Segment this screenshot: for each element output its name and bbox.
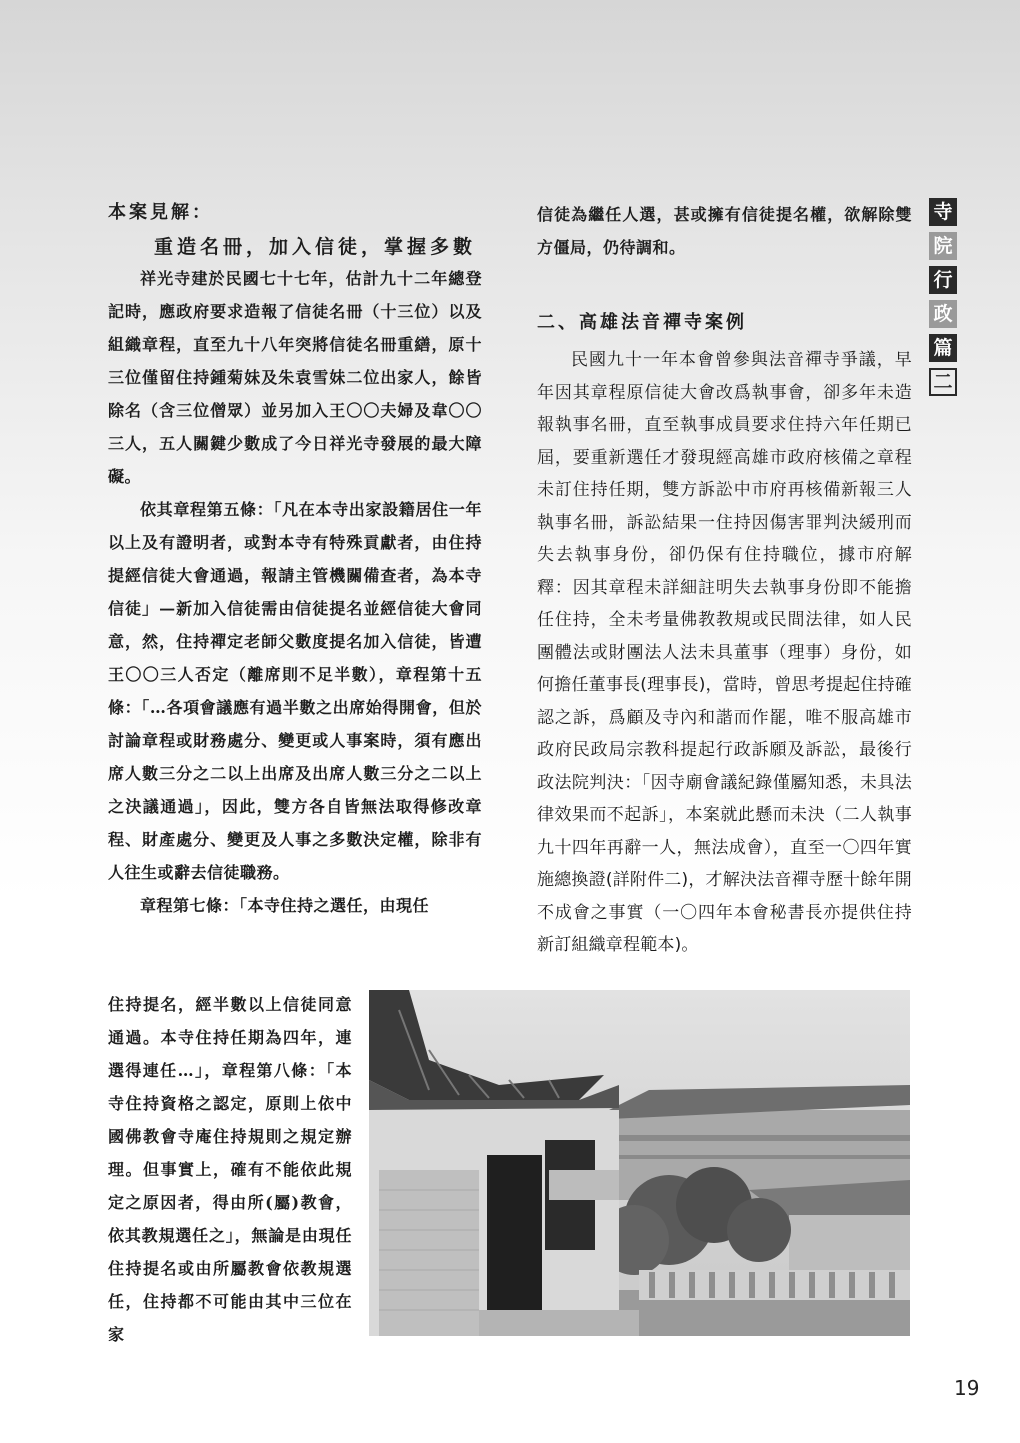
section-subheading: 重造名冊，加入信徒，掌握多數 (154, 236, 477, 258)
tab-char-6: 二 (929, 368, 957, 396)
temple-photo (369, 990, 910, 1336)
paragraph-article-seven: 章程第七條：「本寺住持之選任，由現任 (140, 896, 430, 915)
paragraph-history: 祥光寺建於民國七十七年，估計九十二年總登記時，應政府要求造報了信徒名冊（十三位）以及組織章程，直至九十八年突將信徒名冊重繕，原十三位僅留住持鍾菊妹及朱袁雪妹二位出家人，餘皆除名（含三位僧眾）並另加入王〇〇夫婦及韋〇〇三人，五人關鍵少數成了今日祥光寺發展的最大障礙。 (108, 269, 482, 486)
left-column (108, 198, 482, 922)
paragraph-continuation: 住持提名，經半數以上信徒同意通過。本寺住持任期為四年，連選得連任…」，章程第八條：「本寺住持資格之認定，原則上依中國佛教會寺庵住持規則之規定辦理。但事實上，確有不能依此規定之原因者，得由所(屬)教會，依其教規選任之」，無論是由現任住持提名或由所屬教會依教規選任，住持都不可能由其中三位在家 (108, 995, 352, 1344)
section-heading-opinion: 本案見解： (108, 202, 213, 223)
paragraph-case-body: 民國九十一年本會曾參與法音禪寺爭議，早年因其章程原信徒大會改爲執事會，卻多年未造報執事名冊，直至執事成員要求住持六年任期已屆，要重新選任才發現經高雄市政府核備之章程未訂住持任期，雙方訴訟中市府再核備新報三人執事名冊，訴訟結果一住持因傷害罪判決緩刑而失去執事身份，卻仍保有住持職位，據市府解釋：因其章程未詳細註明失去執事身份即不能擔任住持，全未考量佛教教規或民間法律，如人民團體法或財團法人法未具董事（理事）身份，如何擔任董事長(理事長)，當時，曾思考提起住持確認之訴，爲顧及寺內和諧而作罷，唯不服高雄市政府民政局宗教科提起行政訴願及訴訟，最後行政法院判決：「因寺廟會議紀錄僅屬知悉，未具法律效果而不起訴」，本案就此懸而未決（二人執事九十四年再辭一人，無法成會），直至一〇四年實施總換證(詳附件二)，才解決法音禪寺歷十餘年開不成會之事實（一〇四年本會秘書長亦提供住持新訂組織章程範本)。 (537, 350, 912, 955)
temple-photo-icon (369, 990, 910, 1336)
left-column-continuation (108, 988, 352, 1351)
right-column (537, 198, 912, 962)
paragraph-right-top: 信徒為繼任人選，甚或擁有信徒提名權，欲解除雙方僵局，仍待調和。 (537, 205, 912, 257)
tab-char-5: 篇 (929, 334, 957, 362)
section-heading-case: 二、高雄法音禪寺案例 (537, 312, 747, 333)
tab-char-1: 寺 (929, 198, 957, 226)
tab-char-4: 政 (929, 300, 957, 328)
section-tab (929, 198, 959, 402)
page-number: 19 (954, 1376, 980, 1400)
tab-char-2: 院 (929, 232, 957, 260)
tab-char-3: 行 (929, 266, 957, 294)
paragraph-article-five: 依其章程第五條：「凡在本寺出家設籍居住一年以上及有證明者，或對本寺有特殊貢獻者，由住持提經信徒大會通過，報請主管機關備查者，為本寺信徒」—新加入信徒需由信徒提名並經信徒大會同意，然，住持禪定老師父數度提名加入信徒，皆遭王〇〇三人否定（離席則不足半數），章程第十五條：「…各項會議應有過半數之出席始得開會，但於討論章程或財務處分、變更或人事案時，須有應出席人數三分之二以上出席及出席人數三分之二以上之決議通過」，因此，雙方各自皆無法取得修改章程、財產處分、變更及人事之多數決定權，除非有人往生或辭去信徒職務。 (108, 500, 482, 882)
